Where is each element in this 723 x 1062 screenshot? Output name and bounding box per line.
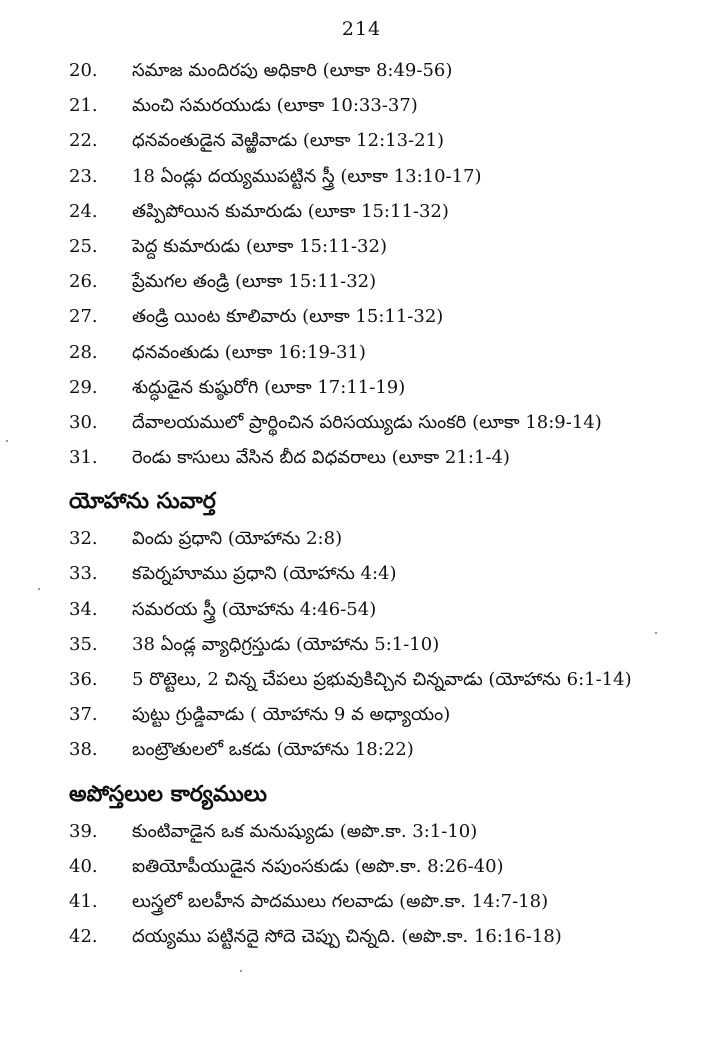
entry-text: 5 రొట్టెలు, 2 చిన్న చేపలు ప్రభువుకిచ్చిన చిన్నవాడు (యోహాను 6:1-14) — [132, 669, 632, 690]
entry-text: కుంటివాడైన ఒక మనుష్యుడు (అపొ.కా. 3:1-10) — [132, 820, 478, 842]
entry-text: ధనవంతుడు (లూకా 16:19-31) — [132, 341, 366, 363]
page-number: 214 — [341, 18, 382, 40]
list-item — [0, 88, 723, 123]
list-item — [0, 194, 723, 229]
entry-text: ఐతియోపీయుడైన నపుంసకుడు (అపొ.కా. 8:26-40) — [132, 855, 504, 877]
entry-number: 32. — [69, 528, 98, 550]
entry-number: 21. — [69, 95, 98, 117]
entry-number: 25. — [69, 235, 98, 257]
scan-speck — [6, 440, 8, 442]
section-heading-john: యోహాను సువార్త — [69, 488, 216, 515]
list-item — [0, 556, 723, 591]
entry-number: 29. — [69, 376, 98, 398]
entry-text: కపెర్నహూము ప్రధాని (యోహాను 4:4) — [132, 563, 397, 585]
entry-number: 33. — [69, 563, 98, 585]
entry-number: 40. — [69, 855, 98, 877]
entry-text: ధనవంతుడైన వెఱ్ఱివాడు (లూకా 12:13-21) — [132, 130, 445, 152]
entry-number: 37. — [69, 704, 98, 726]
scan-speck — [38, 588, 40, 590]
list-item — [0, 229, 723, 264]
entry-text: దేవాలయములో ప్రార్థించిన పరిసయ్యుడు సుంకరి (లూకా 18:9-14) — [132, 411, 602, 433]
list-item — [0, 299, 723, 334]
list-item — [0, 521, 723, 556]
list-item — [0, 264, 723, 299]
entry-number: 35. — [69, 633, 98, 655]
entry-number: 20. — [69, 60, 98, 81]
list-item — [0, 335, 723, 370]
entry-number: 26. — [69, 271, 98, 293]
entry-text: బంట్రౌతులలో ఒకడు (యోహాను 18:22) — [132, 739, 414, 761]
entry-text: సమరయ స్త్రీ (యోహాను 4:46-54) — [132, 598, 377, 620]
list-item — [0, 814, 723, 849]
list-item — [0, 697, 723, 732]
entry-number: 23. — [69, 165, 98, 187]
scan-speck — [240, 970, 242, 972]
list-item — [0, 662, 723, 697]
list-item — [0, 732, 723, 767]
list-item — [0, 592, 723, 627]
entry-text: పుట్టు గ్రుడ్డివాడు ( యోహాను 9 వ అధ్యాయం) — [132, 704, 451, 726]
list-item — [0, 370, 723, 405]
list-item — [0, 53, 723, 88]
list-item — [0, 440, 723, 475]
list-item — [0, 627, 723, 662]
entry-number: 36. — [69, 669, 98, 690]
entry-text: లుస్త్రలో బలహీన పాదములు గలవాడు (అపొ.కా. 14:7-18) — [132, 890, 549, 912]
entry-text: విందు ప్రధాని (యోహాను 2:8) — [132, 528, 343, 550]
entry-list — [0, 53, 723, 954]
entry-number: 38. — [69, 739, 98, 761]
entry-text: దయ్యము పట్టినదై సోదె చెప్పు చిన్నది. (అపొ.కా. 16:16-18) — [132, 926, 562, 948]
scan-speck — [655, 632, 657, 634]
entry-number: 27. — [69, 306, 98, 328]
list-item — [0, 849, 723, 884]
entry-number: 41. — [69, 890, 98, 912]
list-item — [0, 123, 723, 158]
entry-text: సమాజ మందిరపు అధికారి (లూకా 8:49-56) — [132, 60, 453, 81]
entry-text: శుద్ధుడైన కుష్ఠురోగి (లూకా 17:11-19) — [132, 376, 406, 398]
entry-text: తప్పిపోయిన కుమారుడు (లూకా 15:11-32) — [132, 200, 449, 222]
list-item — [0, 405, 723, 440]
entry-number: 39. — [69, 820, 98, 842]
entry-text: ప్రేమగల తండ్రి (లూకా 15:11-32) — [132, 271, 377, 293]
list-item — [0, 884, 723, 919]
entry-text: మంచి సమరయుడు (లూకా 10:33-37) — [132, 95, 418, 117]
entry-number: 22. — [69, 130, 98, 152]
entry-number: 24. — [69, 200, 98, 222]
entry-number: 34. — [69, 598, 98, 620]
entry-text: రెండు కాసులు వేసిన బీద విధవరాలు (లూకా 21:1-4) — [132, 447, 510, 469]
entry-text: తండ్రి యింట కూలివారు (లూకా 15:11-32) — [132, 306, 444, 328]
entry-text: 38 ఏండ్ల వ్యాధిగ్రస్తుడు (యోహాను 5:1-10) — [132, 633, 440, 655]
entry-number: 42. — [69, 926, 98, 948]
entry-number: 30. — [69, 411, 98, 433]
entry-number: 28. — [69, 341, 98, 363]
entry-text: పెద్ద కుమారుడు (లూకా 15:11-32) — [132, 235, 387, 257]
entry-number: 31. — [69, 447, 98, 469]
list-item — [0, 919, 723, 954]
section-heading-acts: అపోస్తలుల కార్యములు — [69, 780, 267, 807]
list-item — [0, 159, 723, 194]
entry-text: 18 ఏండ్లు దయ్యముపట్టిన స్త్రీ (లూకా 13:10-17) — [132, 165, 482, 187]
